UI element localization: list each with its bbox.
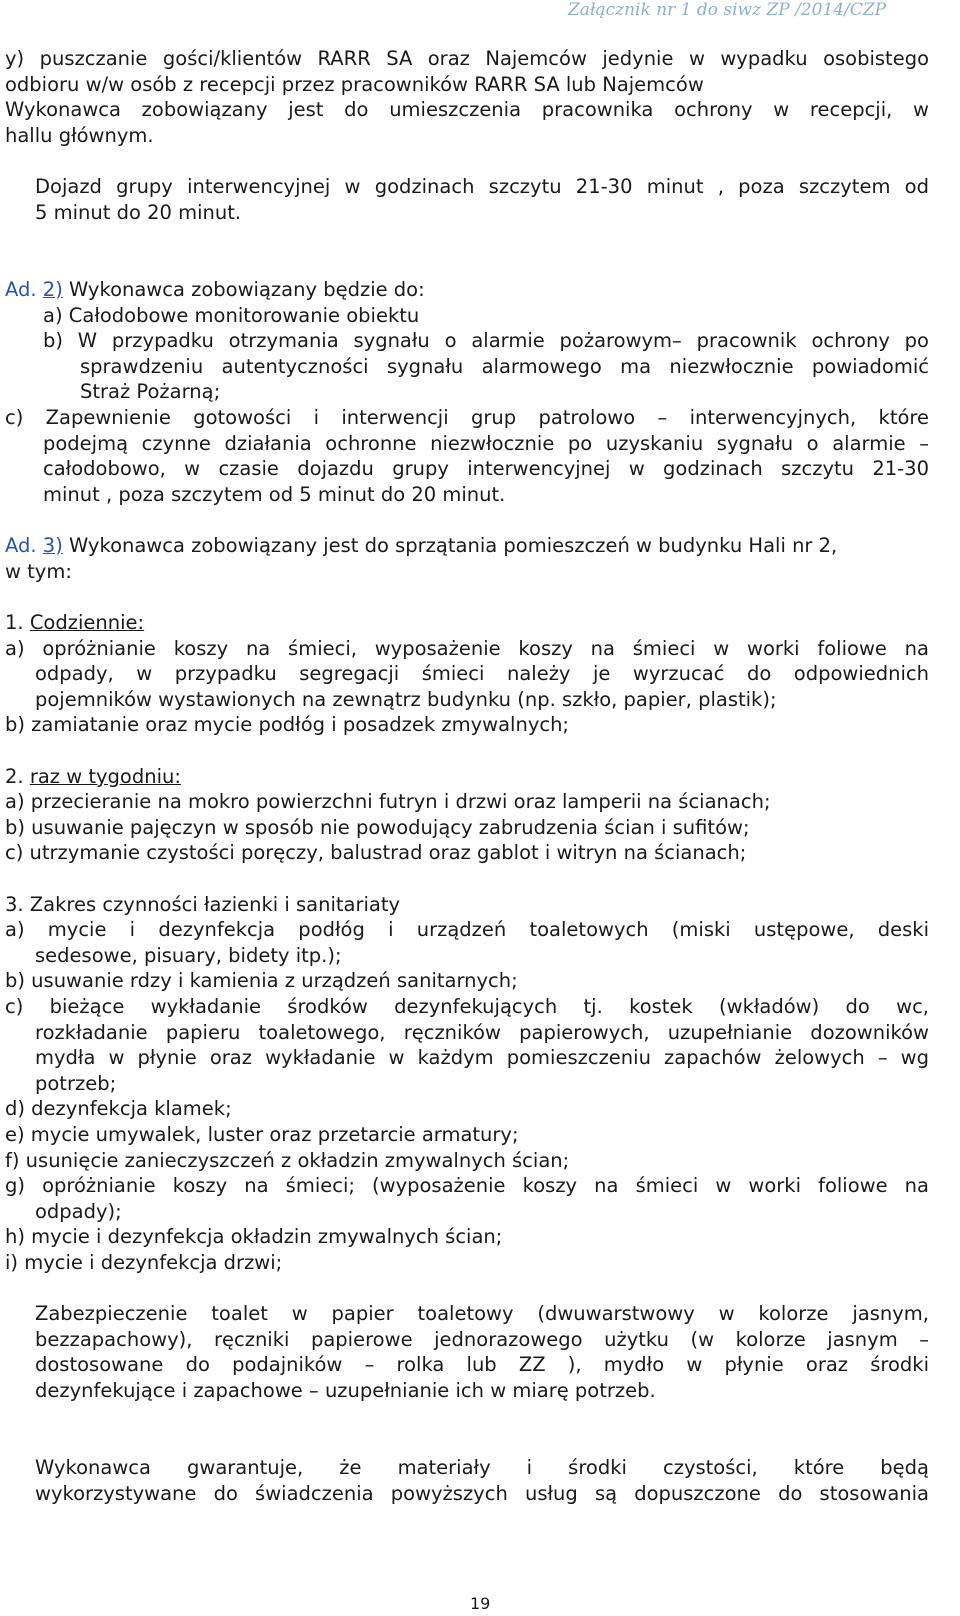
subsection-title: raz w tygodniu:: [29, 765, 181, 788]
list-item: b) W przypadku otrzymania sygnału o alarmie pożarowym– pracownik ochrony po: [43, 329, 929, 352]
text-line: Wykonawca zobowiązany jest do umieszczenia pracownika ochrony w recepcji, w: [5, 98, 929, 121]
text-line: 5 minut do 20 minut.: [35, 201, 242, 224]
text-line: odbioru w/w osób z recepcji przez pracowników RARR SA lub Najemców: [5, 73, 704, 96]
text-line: pojemników wystawionych na zewnątrz budynku (np. szkło, papier, plastik);: [35, 688, 777, 711]
text-line: potrzeb;: [35, 1072, 117, 1095]
text-line: dezynfekujące i zapachowe – uzupełnianie ich w miarę potrzeb.: [35, 1379, 656, 1402]
list-item: f) usunięcie zanieczyszczeń z okładzin zmywalnych ścian;: [5, 1149, 570, 1172]
subsection-title: Codziennie:: [29, 611, 145, 634]
subsection-daily: [5, 610, 144, 636]
text-line: wykorzystywane do świadczenia powyższych usług są dopuszczone do stosowania: [35, 1482, 929, 1505]
section-heading-ad3: [5, 533, 837, 559]
text-line: rozkładanie papieru toaletowego, ręczników papierowych, uzupełnianie dozowników: [35, 1021, 929, 1044]
text-line: minut , poza szczytem od 5 minut do 20 minut.: [43, 483, 506, 506]
text-line: sedesowe, pisuary, bidety itp.);: [35, 944, 342, 967]
subsection-weekly: [5, 764, 181, 790]
list-item: d) dezynfekcja klamek;: [5, 1097, 232, 1120]
text-line: y) puszczanie gości/klientów RARR SA oraz Najemców jedynie w wypadku osobistego: [5, 47, 929, 70]
ad-number: 2): [42, 278, 63, 301]
attachment-label: Załącznik nr 1 do siwz ZP: [568, 0, 790, 20]
text-line: Wykonawca gwarantuje, że materiały i środki czystości, które będą: [35, 1456, 929, 1479]
text-line: odpady);: [35, 1200, 122, 1223]
text-line: mydła w płynie oraz wykładanie w każdym pomieszczeniu zapachów żelowych – wg: [35, 1046, 929, 1069]
section-heading-ad2: [5, 277, 425, 303]
ad-label: Ad.: [5, 534, 37, 557]
page-number: 19: [470, 1594, 491, 1613]
subsection-number: 1.: [5, 611, 24, 634]
list-item: a) przecieranie na mokro powierzchni futryn i drzwi oraz lamperii na ścianach;: [5, 790, 771, 813]
ad-title: Wykonawca zobowiązany jest do sprzątania pomieszczeń w budynku Hali nr 2,: [62, 534, 838, 557]
text-line: odpady, w przypadku segregacji śmieci należy je wyrzucać do odpowiednich: [35, 662, 929, 685]
list-item: c) Zapewnienie gotowości i interwencji grup patrolowo – interwencyjnych, które: [5, 406, 929, 429]
list-item: b) usuwanie rdzy i kamienia z urządzeń sanitarnych;: [5, 969, 518, 992]
ad-label: Ad.: [5, 278, 37, 301]
text-line: Zabezpieczenie toalet w papier toaletowy (dwuwarstwowy w kolorze jasnym,: [35, 1302, 929, 1325]
list-item: i) mycie i dezynfekcja drzwi;: [5, 1251, 283, 1274]
list-item: a) mycie i dezynfekcja podłóg i urządzeń toaletowych (miski ustępowe, deski: [5, 918, 929, 941]
text-line: Dojazd grupy interwencyjnej w godzinach szczytu 21-30 minut , poza szczytem od: [35, 175, 929, 198]
ad-title: Wykonawca zobowiązany będzie do:: [62, 278, 425, 301]
text-line: Straż Pożarną;: [80, 380, 221, 403]
text-line: bezzapachowy), ręczniki papierowe jednorazowego użytku (w kolorze jasnym –: [35, 1328, 929, 1351]
list-item: g) opróżnianie koszy na śmieci; (wyposażenie koszy na śmieci w worki foliowe na: [5, 1174, 929, 1197]
text-line: w tym:: [5, 560, 72, 583]
list-item: b) usuwanie pajęczyn w sposób nie powodujący zabrudzenia ścian i sufitów;: [5, 816, 750, 839]
list-item: c) bieżące wykładanie środków dezynfekujących tj. kostek (wkładów) do wc,: [5, 995, 929, 1018]
text-line: hallu głównym.: [5, 124, 154, 147]
subsection-number: 2.: [5, 765, 24, 788]
subsection-bathrooms: 3. Zakres czynności łazienki i sanitariaty: [5, 893, 401, 916]
text-line: sprawdzeniu autentyczności sygnału alarmowego ma niezwłocznie powiadomić: [80, 355, 929, 378]
text-line: całodobowo, w czasie dojazdu grupy interwencyjnej w godzinach szczytu 21-30: [43, 457, 929, 480]
case-code: /2014/CZP: [795, 0, 887, 20]
list-item: h) mycie i dezynfekcja okładzin zmywalnych ścian;: [5, 1225, 503, 1248]
page-header: [568, 0, 886, 20]
list-item: a) Całodobowe monitorowanie obiektu: [43, 304, 420, 327]
list-item: b) zamiatanie oraz mycie podłóg i posadzek zmywalnych;: [5, 713, 570, 736]
ad-number: 3): [42, 534, 63, 557]
text-line: dostosowane do podajników – rolka lub ZZ ), mydło w płynie oraz środki: [35, 1353, 929, 1376]
list-item: e) mycie umywalek, luster oraz przetarcie armatury;: [5, 1123, 519, 1146]
list-item: a) opróżnianie koszy na śmieci, wyposażenie koszy na śmieci w worki foliowe na: [5, 637, 929, 660]
list-item: c) utrzymanie czystości poręczy, balustrad oraz gablot i witryn na ścianach;: [5, 841, 747, 864]
text-line: podejmą czynne działania ochronne niezwłocznie po uzyskaniu sygnału o alarmie –: [43, 432, 929, 455]
